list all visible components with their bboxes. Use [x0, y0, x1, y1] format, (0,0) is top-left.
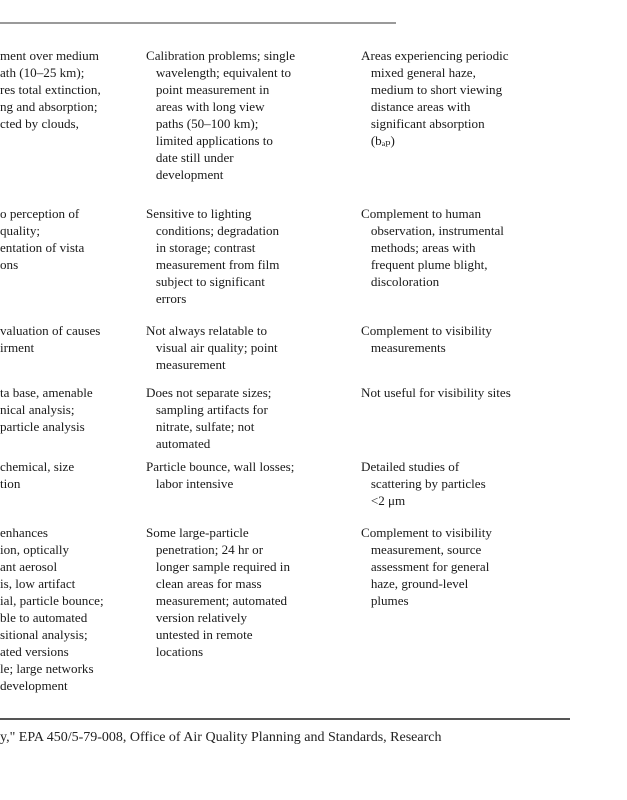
row-6-application: Complement to visibility measurement, source assessment for general haze, ground-level plumes [361, 525, 492, 608]
row-2-limitations: Sensitive to lighting conditions; degradation in storage; contrast measurement from film subject to significant errors [146, 206, 280, 306]
row-2-use: o perception of quality; entation of vista ons [0, 206, 85, 272]
row-4-application: Not useful for visibility sites [361, 385, 511, 400]
row-4-limitations: Does not separate sizes; sampling artifacts for nitrate, sulfate; not automated [146, 385, 272, 451]
row-1-application: Areas experiencing periodic mixed general haze, medium to short viewing distance areas with significant absorption (bₐₚ) [361, 48, 509, 148]
row-6-limitations: Some large-particle penetration; 24 hr or longer sample required in clean areas for mass measurement; automated version relatively untested in remote locations [146, 525, 290, 659]
row-2-application: Complement to human observation, instrumental methods; areas with frequent plume blight, discoloration [361, 206, 504, 289]
row-5-application: Detailed studies of scattering by particles <2 μm [361, 459, 486, 508]
row-4-use: ta base, amenable nical analysis; particle analysis [0, 385, 93, 434]
source-footnote: y," EPA 450/5-79-008, Office of Air Quality Planning and Standards, Research [0, 730, 442, 745]
row-3-use: valuation of causes irment [0, 323, 101, 355]
row-6-use: enhances ion, optically ant aerosol is, low artifact ial, particle bounce; ble to automated sitional analysis; ated versions le; large networks development [0, 525, 104, 693]
row-1-limitations: Calibration problems; single wavelength; equivalent to point measurement in areas with long view paths (50–100 km); limited applications to date still under development [146, 48, 296, 182]
row-1-use: ment over medium ath (10–25 km); res total extinction, ng and absorption; cted by clouds, [0, 48, 101, 131]
row-5-limitations: Particle bounce, wall losses; labor intensive [146, 459, 295, 491]
row-5-use: chemical, size tion [0, 459, 75, 491]
top-rule [0, 22, 396, 24]
row-3-limitations: Not always relatable to visual air quality; point measurement [146, 323, 278, 372]
row-3-application: Complement to visibility measurements [361, 323, 492, 355]
bottom-rule [0, 718, 570, 720]
